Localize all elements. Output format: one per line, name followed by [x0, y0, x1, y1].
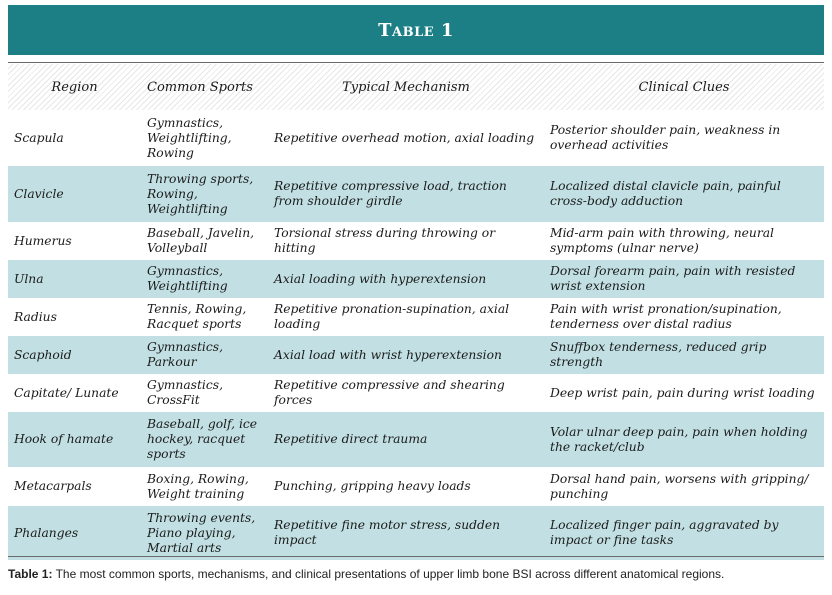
table-row	[8, 166, 824, 222]
table-header-row	[8, 64, 824, 110]
cell-sports: Gymnastics, Weightlifting	[147, 264, 228, 293]
cell-region: Metacarpals	[14, 479, 92, 493]
cell-mechanism: Axial loading with hyperextension	[274, 271, 487, 286]
cell-mechanism: Repetitive compressive and shearing forces	[274, 378, 505, 407]
table-row	[8, 336, 824, 374]
table-row	[8, 467, 824, 506]
cell-mechanism: Repetitive fine motor stress, sudden impact	[274, 518, 501, 547]
cell-region: Capitate/ Lunate	[14, 385, 119, 400]
cell-clues: Dorsal forearm pain, pain with resisted wrist extension	[550, 264, 796, 293]
cell-clues: Localized distal clavicle pain, painful cross-body adduction	[550, 179, 781, 208]
top-rule	[8, 62, 824, 63]
cell-mechanism: Repetitive overhead motion, axial loading	[274, 130, 535, 145]
cell-mechanism: Repetitive direct trauma	[274, 432, 428, 446]
cell-region: Scapula	[14, 130, 64, 145]
cell-sports: Gymnastics, Parkour	[147, 340, 223, 369]
table-title: Table 1	[378, 19, 454, 41]
table-row	[8, 506, 824, 560]
cell-region: Radius	[14, 309, 57, 324]
cell-clues: Mid-arm pain with throwing, neural symptoms (ulnar nerve)	[550, 226, 774, 255]
cell-region: Hook of hamate	[14, 432, 114, 446]
cell-mechanism: Repetitive pronation-supination, axial loading	[274, 302, 510, 331]
cell-region: Scaphoid	[14, 347, 72, 362]
bottom-rule	[8, 556, 824, 557]
table-row	[8, 412, 824, 467]
cell-sports: Baseball, Javelin, Volleyball	[147, 226, 255, 255]
cell-mechanism: Repetitive compressive load, traction from shoulder girdle	[274, 179, 507, 208]
header-typical-mechanism: Typical Mechanism	[342, 79, 470, 95]
cell-mechanism: Punching, gripping heavy loads	[274, 479, 471, 493]
cell-sports: Boxing, Rowing, Weight training	[147, 471, 249, 501]
header-common-sports: Common Sports	[147, 79, 253, 95]
cell-sports: Tennis, Rowing, Racquet sports	[147, 302, 247, 331]
cell-sports: Gymnastics, Weightlifting, Rowing	[147, 115, 232, 160]
cell-mechanism: Torsional stress during throwing or hitting	[274, 226, 496, 255]
cell-clues: Localized finger pain, aggravated by impact or fine tasks	[550, 518, 779, 547]
cell-region: Humerus	[14, 233, 72, 248]
header-region: Region	[51, 79, 98, 95]
caption-text: The most common sports, mechanisms, and clinical presentations of upper limb bone BSI across different anatomical regions.	[52, 567, 725, 581]
table-row	[8, 222, 824, 260]
cell-region: Phalanges	[14, 525, 79, 540]
table-title-banner	[8, 5, 824, 55]
cell-clues: Posterior shoulder pain, weakness in overhead activities	[550, 123, 781, 152]
cell-sports: Throwing events, Piano playing, Martial arts	[147, 510, 256, 555]
cell-region: Clavicle	[14, 186, 64, 201]
bsi-table	[8, 64, 824, 560]
cell-clues: Dorsal hand pain, worsens with gripping/ punching	[550, 471, 809, 501]
table-row	[8, 298, 824, 336]
table-row	[8, 110, 824, 166]
cell-clues: Pain with wrist pronation/supination, tenderness over distal radius	[550, 302, 782, 331]
cell-mechanism: Axial load with wrist hyperextension	[274, 347, 502, 362]
table-caption	[8, 567, 824, 581]
cell-region: Ulna	[14, 271, 44, 286]
header-clinical-clues: Clinical Clues	[638, 79, 730, 95]
table-row	[8, 260, 824, 298]
cell-sports: Throwing sports, Rowing, Weightlifting	[147, 171, 254, 216]
table-row	[8, 374, 824, 412]
cell-sports: Gymnastics, CrossFit	[147, 378, 223, 407]
cell-clues: Volar ulnar deep pain, pain when holding the racket/club	[550, 424, 808, 454]
cell-sports: Baseball, golf, ice hockey, racquet sports	[147, 417, 258, 461]
cell-clues: Snuffbox tenderness, reduced grip strength	[550, 340, 767, 369]
cell-clues: Deep wrist pain, pain during wrist loading	[550, 385, 815, 400]
caption-label: Table 1:	[8, 567, 53, 581]
